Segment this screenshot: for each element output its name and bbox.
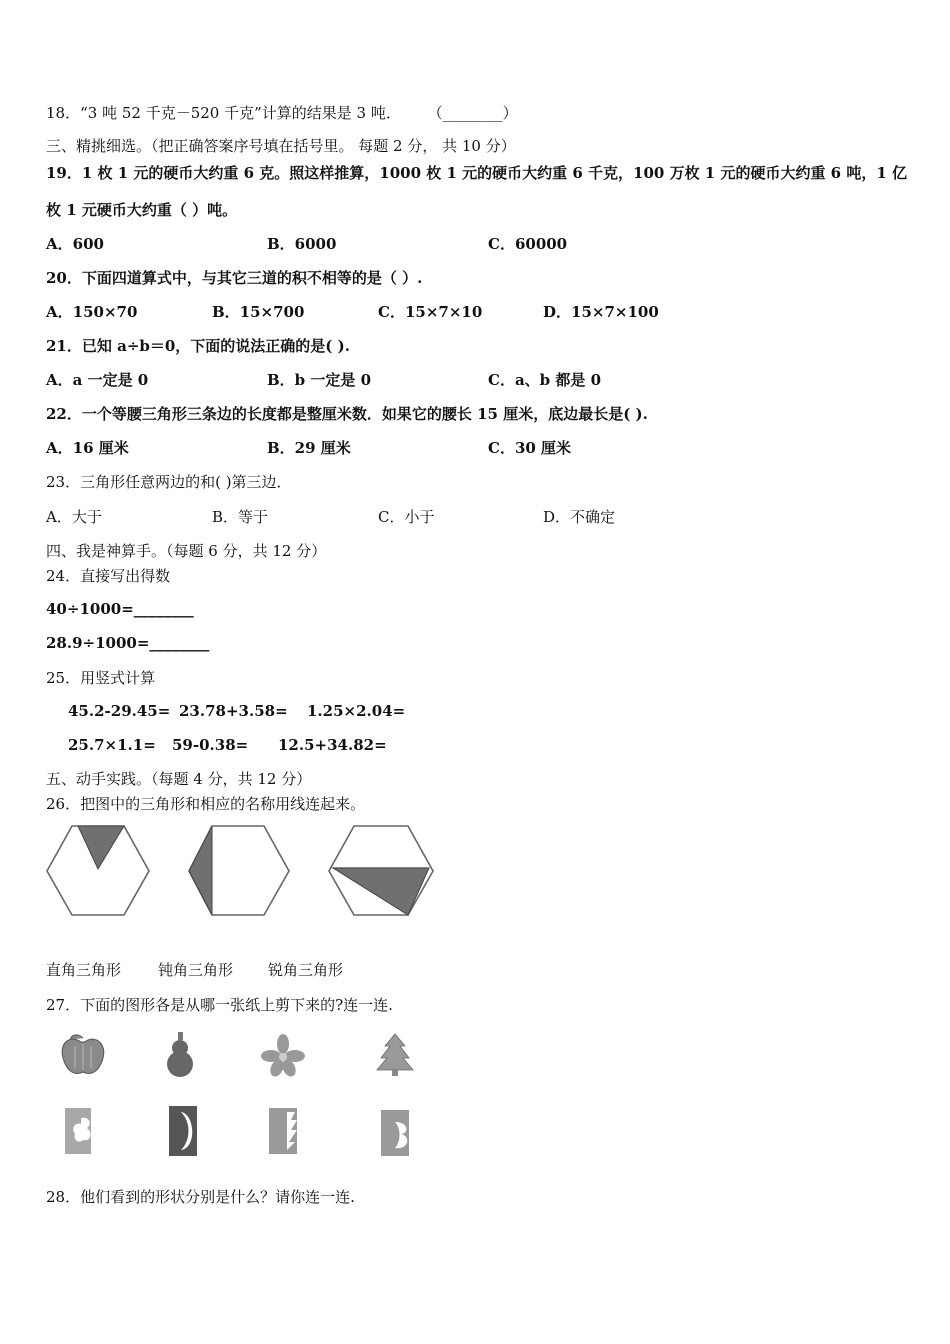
- q21-option-b[interactable]: B．b 一定是 0: [267, 371, 372, 389]
- q25-calc-4[interactable]: 25.7×1.1=: [68, 736, 156, 754]
- q19-line2: 枚 1 元硬币大约重（ ）吨。: [46, 201, 238, 219]
- q22-option-a[interactable]: A．16 厘米: [46, 439, 129, 457]
- section-3-heading: 三、精挑细选。（把正确答案序号填在括号里。 每题 2 分， 共 10 分）: [46, 137, 516, 155]
- q23-option-b[interactable]: B．等于: [212, 508, 269, 526]
- section-4-heading: 四、我是神算手。（每题 6 分，共 12 分）: [46, 542, 327, 560]
- paper-sheet-4: [381, 1110, 409, 1156]
- q25-calc-3[interactable]: 1.25×2.04=: [307, 702, 406, 720]
- q21-text: 21．已知 a÷b＝0，下面的说法正确的是( ).: [46, 337, 350, 355]
- q26-label-right-triangle[interactable]: 直角三角形: [46, 961, 122, 979]
- q28-text: 28．他们看到的形状分别是什么？请你连一连.: [46, 1188, 355, 1206]
- q25-calc-6[interactable]: 12.5+34.82=: [278, 736, 387, 754]
- hexagon-figure-2: [189, 826, 289, 915]
- q18-line: [46, 103, 518, 123]
- q26-label-acute-triangle[interactable]: 锐角三角形: [268, 961, 344, 979]
- section-5-heading: 五、动手实践。（每题 4 分，共 12 分）: [46, 770, 312, 788]
- q23-option-a[interactable]: A．大于: [46, 508, 102, 526]
- q20-option-d[interactable]: D．15×7×100: [543, 303, 659, 321]
- flower-icon: [261, 1034, 305, 1079]
- q18-text: 18．“3 吨 52 千克－520 千克”计算的结果是 3 吨．: [46, 104, 401, 122]
- q25-calc-1[interactable]: 45.2-29.45=: [68, 702, 171, 720]
- paper-sheet-1: [65, 1108, 91, 1154]
- q25-text: 25．用竖式计算: [46, 669, 156, 687]
- q19-option-a[interactable]: A．600: [46, 235, 104, 253]
- q20-option-c[interactable]: C．15×7×10: [378, 303, 483, 321]
- q26-label-obtuse-triangle[interactable]: 钝角三角形: [158, 961, 234, 979]
- apple-icon: [62, 1035, 104, 1074]
- q21-option-c[interactable]: C．a、b 都是 0: [488, 371, 602, 389]
- q27-cutout-figures: [55, 1030, 425, 1165]
- q21-option-a[interactable]: A．a 一定是 0: [46, 371, 149, 389]
- q20-text: 20．下面四道算式中，与其它三道的积不相等的是（ ）.: [46, 269, 423, 287]
- q26-text: 26．把图中的三角形和相应的名称用线连起来。: [46, 795, 366, 813]
- q25-calc-5[interactable]: 59-0.38=: [172, 736, 249, 754]
- q19-option-c[interactable]: C．60000: [488, 235, 568, 253]
- q19-option-b[interactable]: B．6000: [267, 235, 337, 253]
- gourd-icon: [167, 1032, 193, 1077]
- q23-option-d[interactable]: D．不确定: [543, 508, 616, 526]
- tree-icon: [377, 1034, 413, 1076]
- q23-option-c[interactable]: C．小于: [378, 508, 435, 526]
- q22-option-c[interactable]: C．30 厘米: [488, 439, 572, 457]
- q24-item-1[interactable]: 40÷1000=________: [46, 600, 194, 618]
- q20-option-b[interactable]: B．15×700: [212, 303, 305, 321]
- q26-hexagon-figures: [44, 824, 439, 918]
- q24-item-2[interactable]: 28.9÷1000=________: [46, 634, 210, 652]
- q19-line1: 19．1 枚 1 元的硬币大约重 6 克。照这样推算，1000 枚 1 元的硬币大约重 6 千克，100 万枚 1 元的硬币大约重 6 吨，1 亿: [46, 164, 907, 182]
- q27-text: 27．下面的图形各是从哪一张纸上剪下来的?连一连.: [46, 996, 393, 1014]
- hexagon-figure-1: [47, 826, 149, 915]
- q18-answer-blank[interactable]: （________）: [427, 104, 518, 122]
- q22-text: 22．一个等腰三角形三条边的长度都是整厘米数．如果它的腰长 15 厘米，底边最长是( ).: [46, 405, 648, 423]
- q25-calc-2[interactable]: 23.78+3.58=: [179, 702, 288, 720]
- paper-sheet-2: [169, 1106, 197, 1156]
- q20-option-a[interactable]: A．150×70: [46, 303, 138, 321]
- q23-text: 23．三角形任意两边的和( )第三边．: [46, 473, 292, 491]
- paper-sheet-3: [269, 1108, 297, 1154]
- q24-text: 24．直接写出得数: [46, 567, 171, 585]
- q22-option-b[interactable]: B．29 厘米: [267, 439, 351, 457]
- hexagon-figure-3: [329, 826, 433, 915]
